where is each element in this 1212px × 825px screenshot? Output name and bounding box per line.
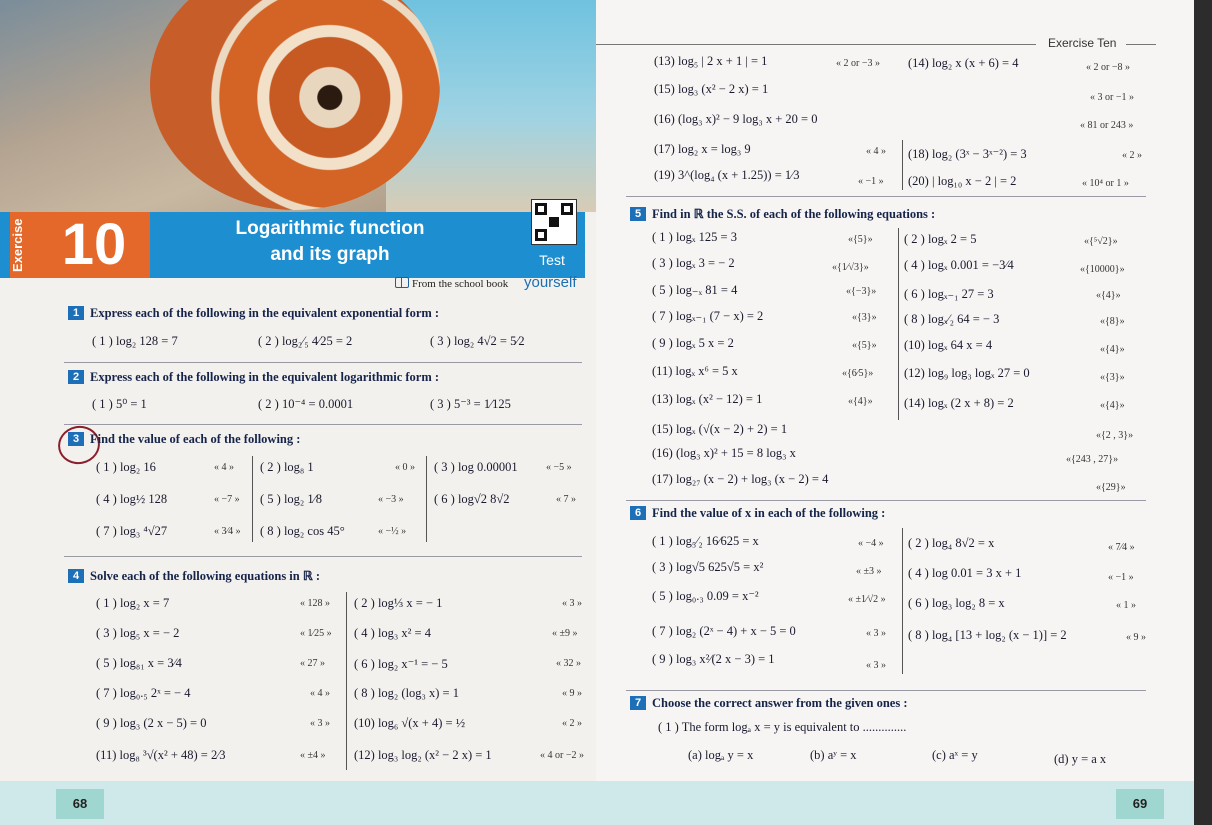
header-line — [596, 44, 1036, 45]
answer-label: « ±3 » — [856, 566, 882, 577]
question-item: (11) log₈ ³√(x² + 48) = 2⁄3 — [96, 748, 226, 762]
left-page — [0, 0, 596, 825]
right-page — [596, 0, 1194, 825]
answer-label: « 4 » — [866, 146, 886, 157]
question-item: (12) log₃ log₂ (x² − 2 x) = 1 — [354, 748, 492, 762]
question-item: ( 2 ) log₄ 8√2 = x — [908, 536, 995, 550]
question-item: ( 7 ) log₂ (2ˣ − 4) + x − 5 = 0 — [652, 624, 796, 638]
question-item: ( 5 ) log₋ₓ 81 = 4 — [652, 283, 738, 297]
answer-label: « 32 » — [556, 658, 581, 669]
column-divider — [902, 140, 903, 190]
answer-label: «{2 , 3}» — [1096, 430, 1134, 441]
section-divider — [64, 556, 582, 557]
answer-label: « 3⁄4 » — [214, 526, 241, 537]
answer-label: « 7 » — [556, 494, 576, 505]
question-item: ( 9 ) log₃ x²⁄(2 x − 3) = 1 — [652, 652, 775, 666]
question-item: ( 3 ) logₓ 3 = − 2 — [652, 256, 735, 270]
answer-label: « −½ » — [378, 526, 407, 537]
exercise-word: Exercise — [10, 218, 25, 272]
question-item: (10) log₆ √(x + 4) = ½ — [354, 716, 466, 730]
answer-label: « 9 » — [1126, 632, 1146, 643]
answer-label: «{8}» — [1100, 316, 1125, 327]
question-item: ( 2 ) 10⁻⁴ = 0.0001 — [258, 397, 354, 411]
question-item: ( 2 ) log⅓ x = − 1 — [354, 596, 443, 610]
answer-label: « 4 » — [310, 688, 330, 699]
question-item: (20) | log₁₀ x − 2 | = 2 — [908, 174, 1017, 188]
answer-label: « −4 » — [858, 538, 884, 549]
question-item: (18) log₂ (3ˣ − 3ˣ⁻²) = 3 — [908, 147, 1027, 161]
section-title: Express each of the following in the equivalent logarithmic form : — [90, 370, 440, 384]
qr-code-icon[interactable] — [531, 199, 577, 245]
answer-label: « 0 » — [395, 462, 415, 473]
answer-label: «{4}» — [1100, 400, 1125, 411]
question-item: ( 4 ) logₓ 0.001 = −3⁄4 — [904, 258, 1014, 272]
question-item: (16) (log₃ x)² + 15 = 8 log₃ x — [652, 446, 796, 460]
answer-label: «{29}» — [1096, 482, 1126, 493]
question-item: ( 5 ) log₀.₃ 0.09 = x⁻² — [652, 589, 759, 603]
section-number-badge: 2 — [68, 370, 84, 384]
section-title: Find the value of x in each of the following : — [652, 506, 886, 520]
question-item: (11) logₓ x⁶ = 5 x — [652, 364, 738, 378]
question-item: ( 8 ) log₂ cos 45° — [260, 524, 345, 538]
answer-label: « −3 » — [378, 494, 404, 505]
exercise-header: Exercise Ten — [1048, 36, 1117, 50]
question-item: (13) logₓ (x² − 12) = 1 — [652, 392, 763, 406]
question-item: (17) log₂ x = log₃ 9 — [654, 142, 751, 156]
section-number-badge: 6 — [630, 506, 646, 520]
question-item: ( 2 ) log₂⁄₅ 4⁄25 = 2 — [258, 334, 353, 348]
section-title: Express each of the following in the equivalent exponential form : — [90, 306, 440, 320]
question-item: ( 2 ) logₓ 2 = 5 — [904, 232, 977, 246]
section-4-heading — [68, 568, 320, 584]
mcq-question: ( 1 ) The form logₐ x = y is equivalent to .............. — [658, 720, 907, 734]
section-divider — [64, 362, 582, 363]
mcq-option-c: (c) aˣ = y — [932, 748, 978, 762]
answer-label: « 4 » — [214, 462, 234, 473]
section-number-badge: 1 — [68, 306, 84, 320]
answer-label: « 128 » — [300, 598, 330, 609]
question-item: (17) log₂₇ (x − 2) + log₃ (x − 2) = 4 — [652, 472, 829, 486]
answer-label: « 3 » — [562, 598, 582, 609]
question-item: ( 4 ) log₃ x² = 4 — [354, 626, 431, 640]
section-7-heading — [630, 696, 908, 711]
question-item: (12) log₉ log₃ logₓ 27 = 0 — [904, 366, 1030, 380]
question-item: ( 2 ) log₈ 1 — [260, 460, 314, 474]
answer-label: « ±9 » — [552, 628, 578, 639]
answer-label: « −1 » — [1108, 572, 1134, 583]
question-item: ( 9 ) log₃ (2 x − 5) = 0 — [96, 716, 207, 730]
section-number-badge: 7 — [630, 696, 646, 710]
answer-label: « 81 or 243 » — [1080, 120, 1134, 131]
column-divider — [252, 456, 253, 542]
question-item: ( 6 ) log₃ log₂ 8 = x — [908, 596, 1005, 610]
answer-label: «{243 , 27}» — [1066, 454, 1119, 465]
answer-label: «{4}» — [1096, 290, 1121, 301]
section-divider — [64, 424, 582, 425]
question-item: (14) logₓ (2 x + 8) = 2 — [904, 396, 1014, 410]
question-item: ( 6 ) log√2 8√2 — [434, 492, 510, 506]
question-item: ( 3 ) log₅ x = − 2 — [96, 626, 180, 640]
answer-label: « −1 » — [858, 176, 884, 187]
question-item: ( 7 ) logₓ₋₁ (7 − x) = 2 — [652, 309, 764, 323]
question-item: ( 1 ) log₅⁄₂ 16⁄625 = x — [652, 534, 759, 548]
answer-label: « 1⁄25 » — [300, 628, 332, 639]
section-3-heading — [68, 432, 300, 447]
question-item: ( 7 ) log₃ ⁴√27 — [96, 524, 168, 538]
question-item: ( 4 ) log½ 128 — [96, 492, 168, 506]
answer-label: « 2 » — [562, 718, 582, 729]
chapter-title-line2: and its graph — [270, 244, 390, 265]
answer-label: « 9 » — [562, 688, 582, 699]
mcq-option-a: (a) logₐ y = x — [688, 748, 754, 762]
question-item: ( 9 ) logₓ 5 x = 2 — [652, 336, 734, 350]
answer-label: « 2 or −3 » — [836, 58, 880, 69]
answer-label: « 3 » — [310, 718, 330, 729]
section-number-badge: 3 — [68, 432, 84, 446]
footer-band — [596, 781, 1194, 825]
answer-label: « 10⁴ or 1 » — [1082, 178, 1129, 189]
column-divider — [898, 228, 899, 420]
school-book-note — [395, 277, 508, 290]
answer-label: « 3 or −1 » — [1090, 92, 1134, 103]
question-item: ( 3 ) log 0.00001 — [434, 460, 518, 474]
answer-label: «{⁵√2}» — [1084, 236, 1118, 247]
answer-label: « 3 » — [866, 660, 886, 671]
yourself-label: yourself — [524, 274, 577, 291]
question-item: (16) (log₃ x)² − 9 log₃ x + 20 = 0 — [654, 112, 818, 126]
mcq-option-d: (d) y = a x — [1054, 752, 1107, 766]
question-item: ( 1 ) logₓ 125 = 3 — [652, 230, 737, 244]
answer-label: «{6⁄5}» — [842, 368, 874, 379]
answer-label: «{5}» — [848, 234, 873, 245]
mcq-option-b: (b) aʸ = x — [810, 748, 857, 762]
section-number-badge: 5 — [630, 207, 646, 221]
section-divider — [626, 690, 1146, 691]
section-title: Choose the correct answer from the given ones : — [652, 696, 908, 710]
answer-label: « 2 or −8 » — [1086, 62, 1130, 73]
section-number-badge: 4 — [68, 569, 84, 583]
question-item: ( 4 ) log 0.01 = 3 x + 1 — [908, 566, 1022, 580]
section-5-heading — [630, 206, 935, 222]
answer-label: « ±1⁄√2 » — [848, 594, 886, 605]
page-number-right: 69 — [1116, 789, 1164, 819]
column-divider — [426, 456, 427, 542]
question-item: ( 7 ) log₀.₅ 2ˣ = − 4 — [96, 686, 191, 700]
section-title: Solve each of the following equations in ℝ : — [90, 569, 321, 583]
school-book-note-text: From the school book — [412, 278, 509, 290]
question-item: (10) logₓ 64 x = 4 — [904, 338, 993, 352]
question-item: ( 1 ) log₂ 16 — [96, 460, 156, 474]
answer-label: « 3 » — [866, 628, 886, 639]
question-item: ( 3 ) log√5 625√5 = x² — [652, 560, 764, 574]
answer-label: « ±4 » — [300, 750, 326, 761]
question-item: (15) logₓ (√(x − 2) + 2) = 1 — [652, 422, 788, 436]
answer-label: « −5 » — [546, 462, 572, 473]
answer-label: «{3}» — [1100, 372, 1125, 383]
question-item: ( 5 ) log₈₁ x = 3⁄4 — [96, 656, 182, 670]
question-item: ( 1 ) log₂ 128 = 7 — [92, 334, 178, 348]
chapter-title-line1: Logarithmic function — [235, 218, 425, 239]
question-item: (15) log₃ (x² − 2 x) = 1 — [654, 82, 769, 96]
answer-label: « 7⁄4 » — [1108, 542, 1135, 553]
question-item: ( 8 ) log₄ [13 + log₂ (x − 1)] = 2 — [908, 628, 1067, 642]
section-divider — [626, 500, 1146, 501]
question-item: (14) log₂ x (x + 6) = 4 — [908, 56, 1019, 70]
chapter-title — [200, 216, 460, 268]
answer-label: «{4}» — [1100, 344, 1125, 355]
column-divider — [346, 592, 347, 770]
test-label: Test — [539, 252, 565, 268]
section-1-heading — [68, 306, 439, 321]
question-item: ( 6 ) log₂ x⁻¹ = − 5 — [354, 657, 448, 671]
answer-label: «{5}» — [852, 340, 877, 351]
question-item: ( 8 ) log₂ (log₃ x) = 1 — [354, 686, 459, 700]
question-item: ( 8 ) logₓ⁄₂ 64 = − 3 — [904, 312, 1000, 326]
question-item: ( 6 ) logₓ₋₁ 27 = 3 — [904, 287, 994, 301]
answer-label: «{−3}» — [846, 286, 877, 297]
book-icon — [395, 277, 409, 288]
question-item: ( 1 ) 5⁰ = 1 — [92, 397, 147, 411]
column-divider — [902, 528, 903, 674]
answer-label: « 4 or −2 » — [540, 750, 584, 761]
answer-label: « 27 » — [300, 658, 325, 669]
answer-label: «{10000}» — [1080, 264, 1125, 275]
section-divider — [626, 196, 1146, 197]
answer-label: «{1⁄√3}» — [832, 262, 869, 273]
answer-label: « −7 » — [214, 494, 240, 505]
nautilus-shell-photo — [0, 0, 596, 212]
header-line — [1126, 44, 1156, 45]
question-item: ( 3 ) log₂ 4√2 = 5⁄2 — [430, 334, 525, 348]
section-6-heading — [630, 506, 885, 521]
answer-label: «{4}» — [848, 396, 873, 407]
question-item: (13) log₅ | 2 x + 1 | = 1 — [654, 54, 768, 68]
section-title: Find in ℝ the S.S. of each of the following equations : — [652, 207, 936, 221]
question-item: ( 5 ) log₂ 1⁄8 — [260, 492, 322, 506]
section-title: Find the value of each of the following : — [90, 432, 301, 446]
question-item: ( 1 ) log₂ x = 7 — [96, 596, 170, 610]
question-item: ( 3 ) 5⁻³ = 1⁄125 — [430, 397, 511, 411]
exercise-number: 10 — [61, 212, 127, 277]
page-number-left: 68 — [56, 789, 104, 819]
answer-label: « 2 » — [1122, 150, 1142, 161]
question-item: (19) 3^(log₄ (x + 1.25)) = 1⁄3 — [654, 168, 800, 182]
answer-label: « 1 » — [1116, 600, 1136, 611]
answer-label: «{3}» — [852, 312, 877, 323]
section-2-heading — [68, 370, 439, 385]
